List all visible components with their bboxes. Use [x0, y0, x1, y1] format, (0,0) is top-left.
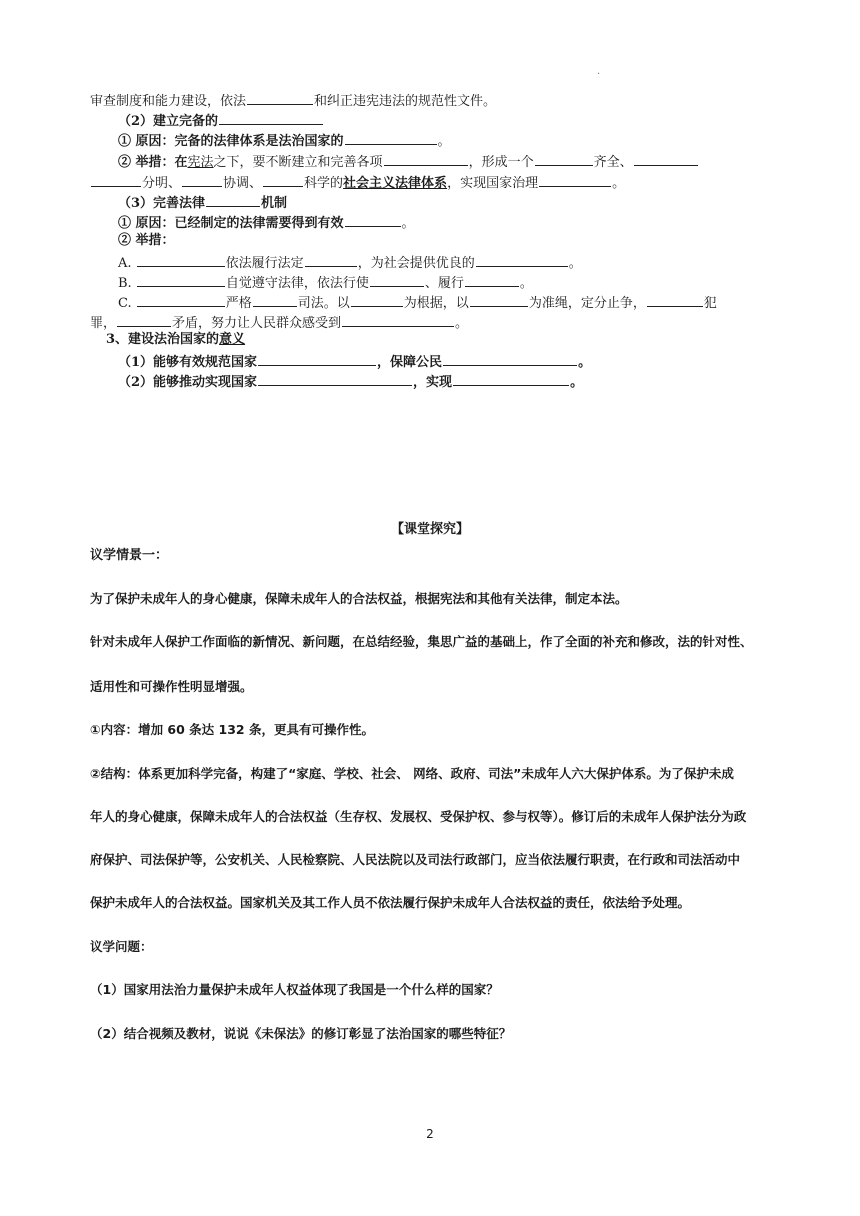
section-title: 【课堂探究】 — [390, 522, 469, 537]
scenario-structure-item-d: 保护未成年人的合法权益。国家机关及其工作人员不依法履行保护未成年人合法权益的责任，依法给予处理。 — [90, 895, 691, 910]
notes-heading-3 — [118, 192, 808, 213]
text: ② 举措： — [118, 233, 175, 248]
question-1: （1）国家用法治力量保护未成年人权益体现了我国是一个什么样的国家？ — [90, 982, 499, 997]
scenario-structure-item-a: ②结构：体系更加科学完备，构建了“家庭、学校、社会、 网络、政府、司法”未成年人六大保护体系。为了保护未成 — [90, 766, 734, 781]
text: 齐全、 — [593, 155, 633, 170]
fill-blank[interactable] — [258, 371, 412, 386]
text: 。 — [401, 216, 415, 231]
page-number: 2 — [426, 1127, 434, 1141]
text: （2）能够推动实现国家 — [118, 375, 258, 390]
fill-blank[interactable] — [137, 292, 225, 307]
fill-blank[interactable] — [634, 151, 698, 166]
fill-blank[interactable] — [263, 172, 303, 187]
text: 自觉遵守法律，依法行使 — [225, 276, 369, 291]
text: ② 举措：在 — [118, 155, 188, 170]
notes-line-15 — [118, 371, 808, 392]
fill-blank[interactable] — [253, 292, 297, 307]
scenario-label: 议学情景一： — [90, 548, 169, 563]
notes-line-5 — [90, 172, 780, 193]
notes-line-10 — [118, 272, 808, 293]
fill-blank[interactable] — [206, 192, 260, 207]
text: （3）完善法律 — [118, 196, 206, 211]
scenario-paragraph-1: 为了保护未成年人的身心健康，保障未成年人的合法权益，根据宪法和其他有关法律，制定本法。 — [90, 591, 628, 606]
text: 为根据，以 — [403, 296, 469, 311]
fill-blank[interactable] — [345, 130, 437, 145]
text: 和纠正违宪违法的规范性文件。 — [314, 94, 497, 109]
fill-blank[interactable] — [453, 371, 569, 386]
fill-blank[interactable] — [647, 292, 703, 307]
scenario-content-item: ①内容：增加 60 条达 132 条，更具有可操作性。 — [90, 722, 374, 737]
notes-line-14 — [118, 351, 808, 372]
text: 罪， — [90, 316, 117, 331]
notes-line-4 — [118, 151, 808, 172]
notes-line-7 — [118, 212, 808, 233]
text: ，保障公民 — [377, 355, 443, 370]
text: 宪法 — [187, 155, 214, 170]
text: 3、建设法治国家的 — [106, 332, 220, 347]
text: ，实现国家治理 — [447, 176, 539, 191]
text: （1）能够有效规范国家 — [118, 355, 258, 370]
top-dot-mark: . — [597, 66, 601, 77]
scenario-paragraph-2a: 针对未成年人保护工作面临的新情况、新问题，在总结经验，集思广益的基础上，作了全面的补充和修改，法的针对性、 — [90, 634, 753, 649]
fill-blank[interactable] — [535, 151, 593, 166]
fill-blank[interactable] — [476, 252, 568, 267]
text: 社会主义法律体系 — [343, 176, 448, 191]
fill-blank[interactable] — [247, 90, 313, 105]
scenario-structure-item-b: 年人的身心健康，保障未成年人的合法权益（生存权、发展权、受保护权、参与权等）。修订后的未成年人保护法分为政 — [90, 809, 747, 824]
text: 之下，要不断建立和完善各项 — [213, 155, 383, 170]
fill-blank[interactable] — [384, 151, 468, 166]
notes-line-11 — [118, 292, 808, 313]
notes-line-8 — [118, 232, 808, 250]
fill-blank[interactable] — [345, 212, 401, 227]
text: 、履行 — [424, 276, 464, 291]
notes-line-9 — [118, 252, 808, 273]
text: 协调、 — [223, 176, 263, 191]
text: 分明、 — [142, 176, 182, 191]
text: 科学的 — [304, 176, 344, 191]
text: C. — [118, 296, 132, 311]
text: 审查制度和能力建设，依法 — [90, 94, 247, 109]
notes-line-1 — [90, 90, 780, 111]
text: ，实现 — [413, 375, 453, 390]
text: 。 — [455, 316, 469, 331]
notes-heading-significance — [106, 331, 796, 349]
fill-blank[interactable] — [351, 292, 403, 307]
scenario-structure-item-c: 府保护、司法保护等，公安机关、人民检察院、人民法院以及司法行政部门，应当依法履行职责，在行政和司法活动中 — [90, 852, 741, 867]
scenario-paragraph-2b: 适用性和可操作性明显增强。 — [90, 679, 253, 694]
fill-blank[interactable] — [443, 351, 577, 366]
fill-blank[interactable] — [470, 292, 528, 307]
text: 。 — [612, 176, 626, 191]
text: 。 — [519, 276, 533, 291]
text: 为准绳，定分止争， — [528, 296, 646, 311]
fill-blank[interactable] — [137, 252, 225, 267]
text: 矛盾，努力让人民群众感受到 — [172, 316, 342, 331]
text: 。 — [570, 375, 584, 390]
fill-blank[interactable] — [91, 172, 141, 187]
text: 。 — [437, 134, 451, 149]
text: B. — [118, 276, 132, 291]
notes-line-3 — [118, 130, 808, 151]
text: ① 原因：已经制定的法律需要得到有效 — [118, 216, 344, 231]
notes-line-12 — [90, 312, 780, 333]
text: 严格 — [225, 296, 252, 311]
fill-blank[interactable] — [539, 172, 611, 187]
fill-blank[interactable] — [305, 252, 357, 267]
fill-blank[interactable] — [137, 272, 225, 287]
text: （2）建立完备的 — [118, 114, 219, 129]
text: 。 — [578, 355, 592, 370]
fill-blank[interactable] — [465, 272, 519, 287]
fill-blank[interactable] — [342, 312, 454, 327]
text: 依法履行法定 — [225, 256, 304, 271]
fill-blank[interactable] — [258, 351, 376, 366]
fill-blank[interactable] — [182, 172, 222, 187]
fill-blank[interactable] — [219, 110, 323, 125]
fill-blank[interactable] — [370, 272, 424, 287]
question-2: （2）结合视频及教材，说说《未保法》的修订彰显了法治国家的哪些特征？ — [90, 1026, 512, 1041]
text: A. — [118, 256, 132, 271]
text: 犯 — [703, 296, 717, 311]
text: ，为社会提供优良的 — [357, 256, 475, 271]
text: ① 原因：完备的法律体系是法治国家的 — [118, 134, 344, 149]
text: 意义 — [219, 332, 246, 347]
notes-heading-2 — [118, 110, 808, 131]
fill-blank[interactable] — [117, 312, 171, 327]
question-label: 议学问题： — [90, 939, 153, 954]
text: 。 — [568, 256, 582, 271]
text: ，形成一个 — [468, 155, 534, 170]
text: 机制 — [261, 196, 288, 211]
text: 司法。以 — [297, 296, 350, 311]
